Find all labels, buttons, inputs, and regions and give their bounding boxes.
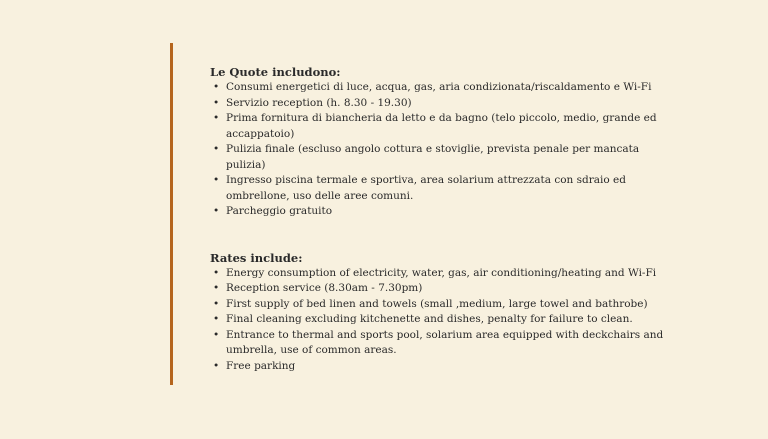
list-item: • Ingresso piscina termale e sportiva, area solarium attrezzata con sdraio ed ombrellone, uso delle aree comuni. <box>210 173 670 204</box>
list-item: • Reception service (8.30am - 7.30pm) <box>210 281 670 297</box>
english-section <box>210 250 670 375</box>
accent-bar <box>170 43 173 385</box>
list-item: • Servizio reception (h. 8.30 - 19.30) <box>210 96 670 112</box>
italian-list <box>210 80 670 220</box>
list-item: • First supply of bed linen and towels (small ,medium, large towel and bathrobe) <box>210 297 670 313</box>
list-item: • Prima fornitura di biancheria da letto e da bagno (telo piccolo, medio, grande ed accappatoio) <box>210 111 670 142</box>
italian-section <box>210 64 670 220</box>
list-item: • Consumi energetici di luce, acqua, gas, aria condizionata/riscaldamento e Wi-Fi <box>210 80 670 96</box>
english-section-title: Rates include: <box>210 250 303 265</box>
list-item: • Final cleaning excluding kitchenette and dishes, penalty for failure to clean. <box>210 312 670 328</box>
list-item: • Energy consumption of electricity, water, gas, air conditioning/heating and Wi-Fi <box>210 266 670 282</box>
rates-content <box>210 64 670 374</box>
list-item: • Parcheggio gratuito <box>210 204 670 220</box>
list-item: • Pulizia finale (escluso angolo cottura e stoviglie, prevista penale per mancata pulizia) <box>210 142 670 173</box>
list-item: • Free parking <box>210 359 670 375</box>
italian-section-title: Le Quote includono: <box>210 65 341 79</box>
english-list <box>210 266 670 375</box>
list-item: • Entrance to thermal and sports pool, solarium area equipped with deckchairs and umbrella, use of common areas. <box>210 328 670 359</box>
